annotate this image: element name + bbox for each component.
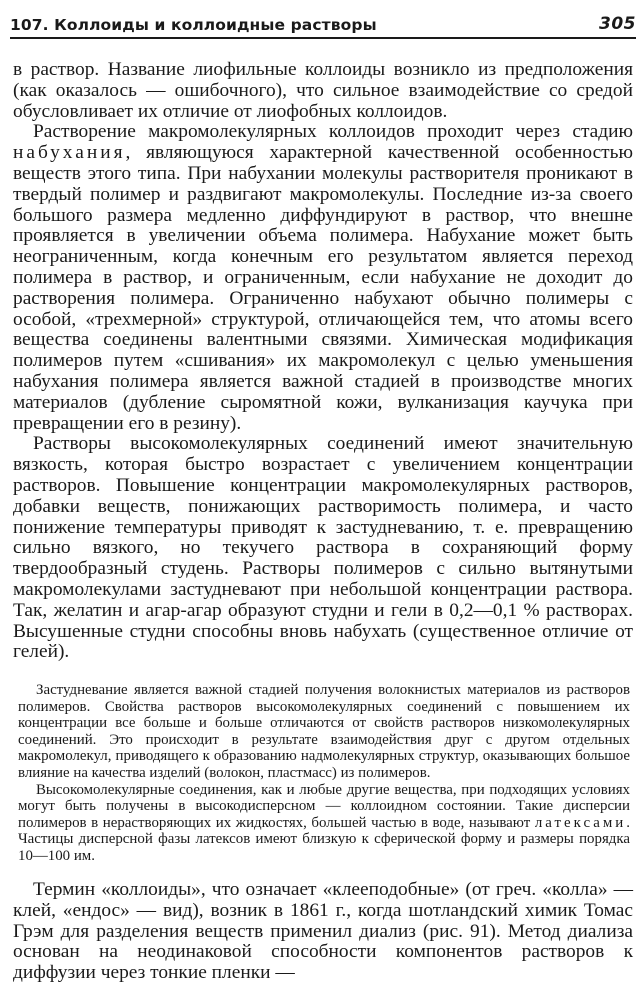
- latex-text-start: Высокомолекулярные соединения, как и любые другие вещества, при подходящих условиях могут быть получены в высокодисперсном — коллоидном состоянии. Такие дисперсии полимеров в нерастворяющих их жидкостях, большей частью в воде, называют: [18, 781, 630, 831]
- paragraph-colloids-term: Термин «коллоиды», что означает «клееподобные» (от греч. «колла» — клей, «ендос» — вид), возник в 1861 г., когда шотландский химик Томас Грэм для разделения веществ применил диализ (рис. 91). Метод диализа основан на неодинаковой способности компонентов растворов к диффузии через тонкие пленки —: [13, 879, 633, 984]
- paragraph-swelling: [13, 122, 633, 434]
- swelling-text-start: Растворение макромолекулярных коллоидов проходит через стадию: [33, 121, 633, 143]
- section-title: 107. Коллоиды и коллоидные растворы: [10, 16, 377, 34]
- latex-term: латексами: [534, 814, 627, 831]
- paragraph-viscosity: Растворы высокомолекулярных соединений имеют значительную вязкость, которая быстро возрастает с увеличением концентрации растворов. Повышение концентрации макромолекулярных растворов, добавки веществ, понижающих растворимость полимера, и часто понижение температуры приводят к застудневанию, т. е. превращению сильно вязкого, но текучего раствора в сохраняющий форму твердообразный студень. Растворы полимеров с сильно вытянутыми макромолекулами застудневают при небольшой концентрации раствора. Так, желатин и агар-агар образуют студни и гели в 0,2—0,1 % растворах. Высушенные студни способны вновь набухать (существенное отличие от гелей).: [13, 433, 633, 663]
- latex-text-end: . Частицы дисперсной фазы латексов имеют близкую к сферической форму и размеры порядка 10—100 им.: [18, 814, 630, 864]
- swelling-term: набухания: [13, 142, 126, 164]
- swelling-text-end: , являющуюся характерной качественной особенностью веществ этого типа. При набухании молекулы растворителя проникают в твердый полимер и раздвигают макромолекулы. Последние из-за своего большого размера медленно диффундируют в раствор, что внешне проявляется в увеличении объема полимера. Набухание может быть неограниченным, когда конечным его результатом является переход полимера в раствор, и ограниченным, если набухание не доходит до растворения полимера. Ограниченно набухают обычно полимеры с особой, «трехмерной» структурой, отличающейся тем, что атомы всего вещества соединены валентными связями. Химическая модификация полимеров путем «сшивания» их макромолекул с целью уменьшения набухания полимера является важной стадией в производстве многих материалов (дубление сыромятной кожи, вулканизация каучука при превращении его в резину).: [13, 142, 633, 434]
- note-latex: [18, 782, 630, 865]
- running-head: [10, 6, 636, 39]
- closing-text: [13, 880, 633, 984]
- main-text: [13, 60, 633, 663]
- page-number: 305: [599, 14, 636, 34]
- small-print-note: [18, 682, 630, 865]
- note-gelation: Застудневание является важной стадией получения волокнистых материалов из растворов полимеров. Свойства растворов высокомолекулярных соединений с повышением их концентрации все больше и больше отличаются от свойств растворов низкомолекулярных соединений. Это происходит в результате взаимодействия друг с другом отдельных макромолекул, приводящего к образованию надмолекулярных структур, оказывающих большое влияние на качества изделий (волокон, пластмасс) из полимеров.: [18, 682, 630, 781]
- paragraph-continuation: в раствор. Название лиофильные коллоиды возникло из предположения (как оказалось — ошибочного), что сильное взаимодействие со средой обусловливает их отличие от лиофобных коллоидов.: [13, 59, 633, 122]
